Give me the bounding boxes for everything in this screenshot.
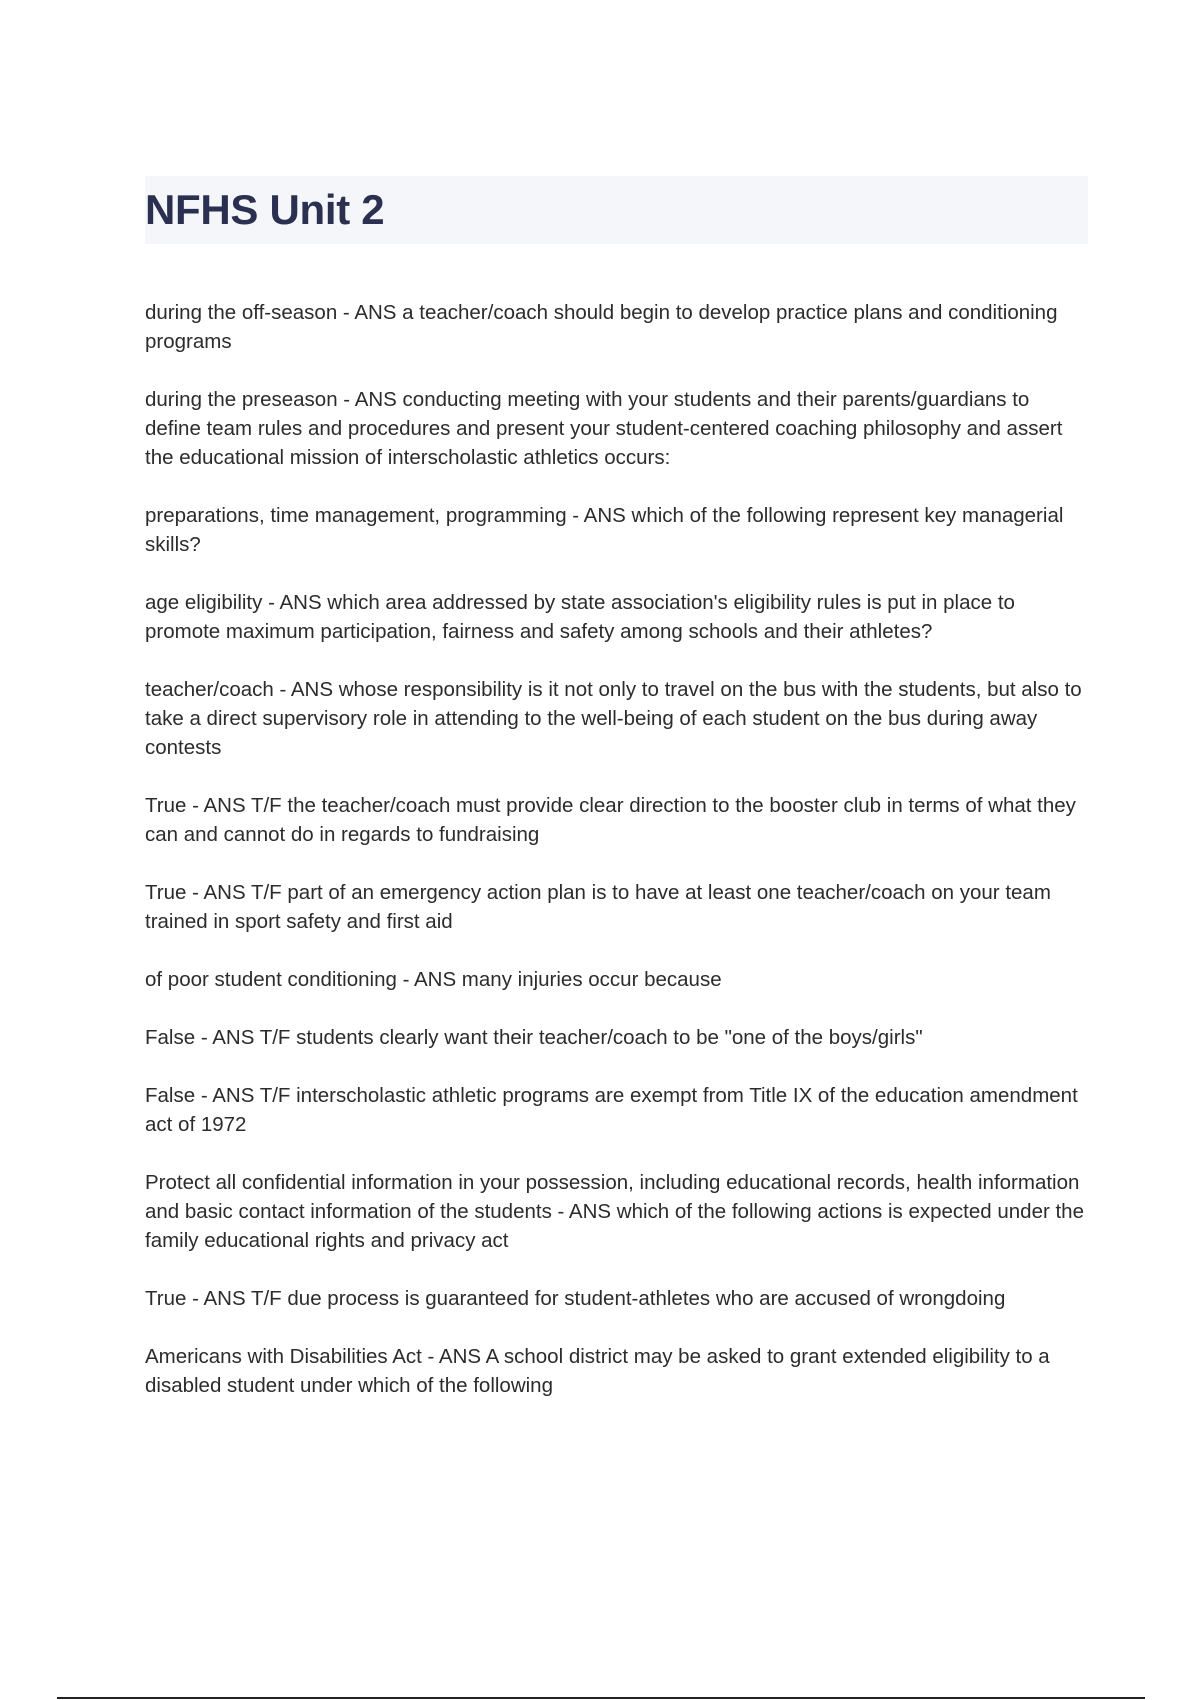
qa-item: of poor student conditioning - ANS many injuries occur because [145,968,722,991]
qa-item: age eligibility - ANS which area addressed by state association's eligibility rules is put in place to promote maximum participation, fairness and safety among schools and their athletes? [145,591,1015,643]
qa-item: preparations, time management, programming - ANS which of the following represent key managerial skills? [145,504,1064,556]
qa-item: during the off-season - ANS a teacher/coach should begin to develop practice plans and conditioning programs [145,301,1058,353]
qa-item: True - ANS T/F due process is guaranteed for student-athletes who are accused of wrongdoing [145,1287,1006,1310]
footer-divider [57,1697,1145,1699]
qa-item: False - ANS T/F interscholastic athletic programs are exempt from Title IX of the education amendment act of 1972 [145,1084,1078,1136]
qa-list [145,298,1090,1429]
qa-item: True - ANS T/F the teacher/coach must provide clear direction to the booster club in terms of what they can and cannot do in regards to fundraising [145,794,1076,846]
qa-item: during the preseason - ANS conducting meeting with your students and their parents/guardians to define team rules and procedures and present your student-centered coaching philosophy and assert the educational mission of interscholastic athletics occurs: [145,388,1063,469]
qa-item: teacher/coach - ANS whose responsibility is it not only to travel on the bus with the students, but also to take a direct supervisory role in attending to the well-being of each student on the bus during away contests [145,678,1082,759]
document-title: NFHS Unit 2 [145,186,385,233]
qa-item: Protect all confidential information in your possession, including educational records, health information and basic contact information of the students - ANS which of the following actions is expected under the family educational rights and privacy act [145,1171,1084,1252]
title-banner [145,176,1088,244]
qa-item: True - ANS T/F part of an emergency action plan is to have at least one teacher/coach on your team trained in sport safety and first aid [145,881,1051,933]
qa-item: Americans with Disabilities Act - ANS A school district may be asked to grant extended eligibility to a disabled student under which of the following [145,1345,1050,1397]
qa-item: False - ANS T/F students clearly want their teacher/coach to be "one of the boys/girls" [145,1026,923,1049]
